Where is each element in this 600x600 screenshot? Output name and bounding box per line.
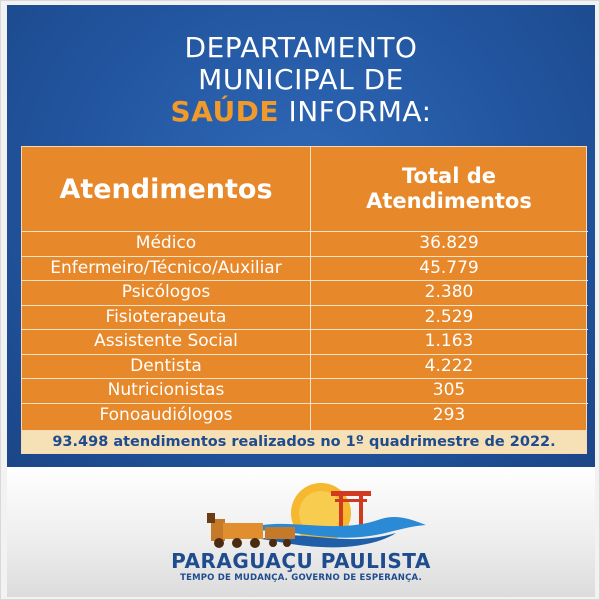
row-label: Enfermeiro/Técnico/Auxiliar: [50, 257, 282, 278]
city-logo-icon: [181, 479, 441, 557]
row-value: 36.829: [419, 233, 479, 253]
city-name: PARAGUAÇU PAULISTA: [171, 549, 431, 573]
city-slogan: TEMPO DE MUDANÇA. GOVERNO DE ESPERANÇA.: [180, 573, 422, 583]
column-header-total-line2: Atendimentos: [366, 189, 532, 213]
row-label: Assistente Social: [94, 331, 238, 351]
row-label: Fisioterapeuta: [105, 306, 227, 327]
row-value: 293: [432, 404, 466, 425]
title-informa: INFORMA:: [279, 95, 432, 128]
title-line-1: DEPARTAMENTO: [184, 31, 418, 64]
row-label: Nutricionistas: [107, 380, 225, 400]
summary-banner: 93.498 atendimentos realizados no 1º quadrimestre de 2022.: [21, 430, 587, 454]
column-header-atendimentos: Atendimentos: [59, 173, 273, 205]
row-label: Dentista: [130, 355, 202, 376]
title-line-2: MUNICIPAL DE: [198, 63, 404, 96]
column-header-total-line1: Total de: [402, 164, 496, 188]
row-value: 45.779: [419, 257, 479, 278]
row-value: 2.529: [424, 306, 474, 327]
row-value: 1.163: [424, 331, 474, 351]
row-value: 4.222: [424, 355, 474, 376]
row-label: Psicólogos: [121, 282, 211, 302]
column-header-total: [310, 147, 588, 231]
row-label: Médico: [135, 233, 197, 253]
row-value: 305: [432, 380, 466, 400]
title-line-3: [1, 97, 600, 127]
attendance-table: [21, 146, 587, 432]
row-label: Fonoaudiólogos: [99, 404, 233, 425]
row-value: 2.380: [424, 282, 474, 302]
title-accent-saude: SAÚDE: [170, 95, 280, 128]
